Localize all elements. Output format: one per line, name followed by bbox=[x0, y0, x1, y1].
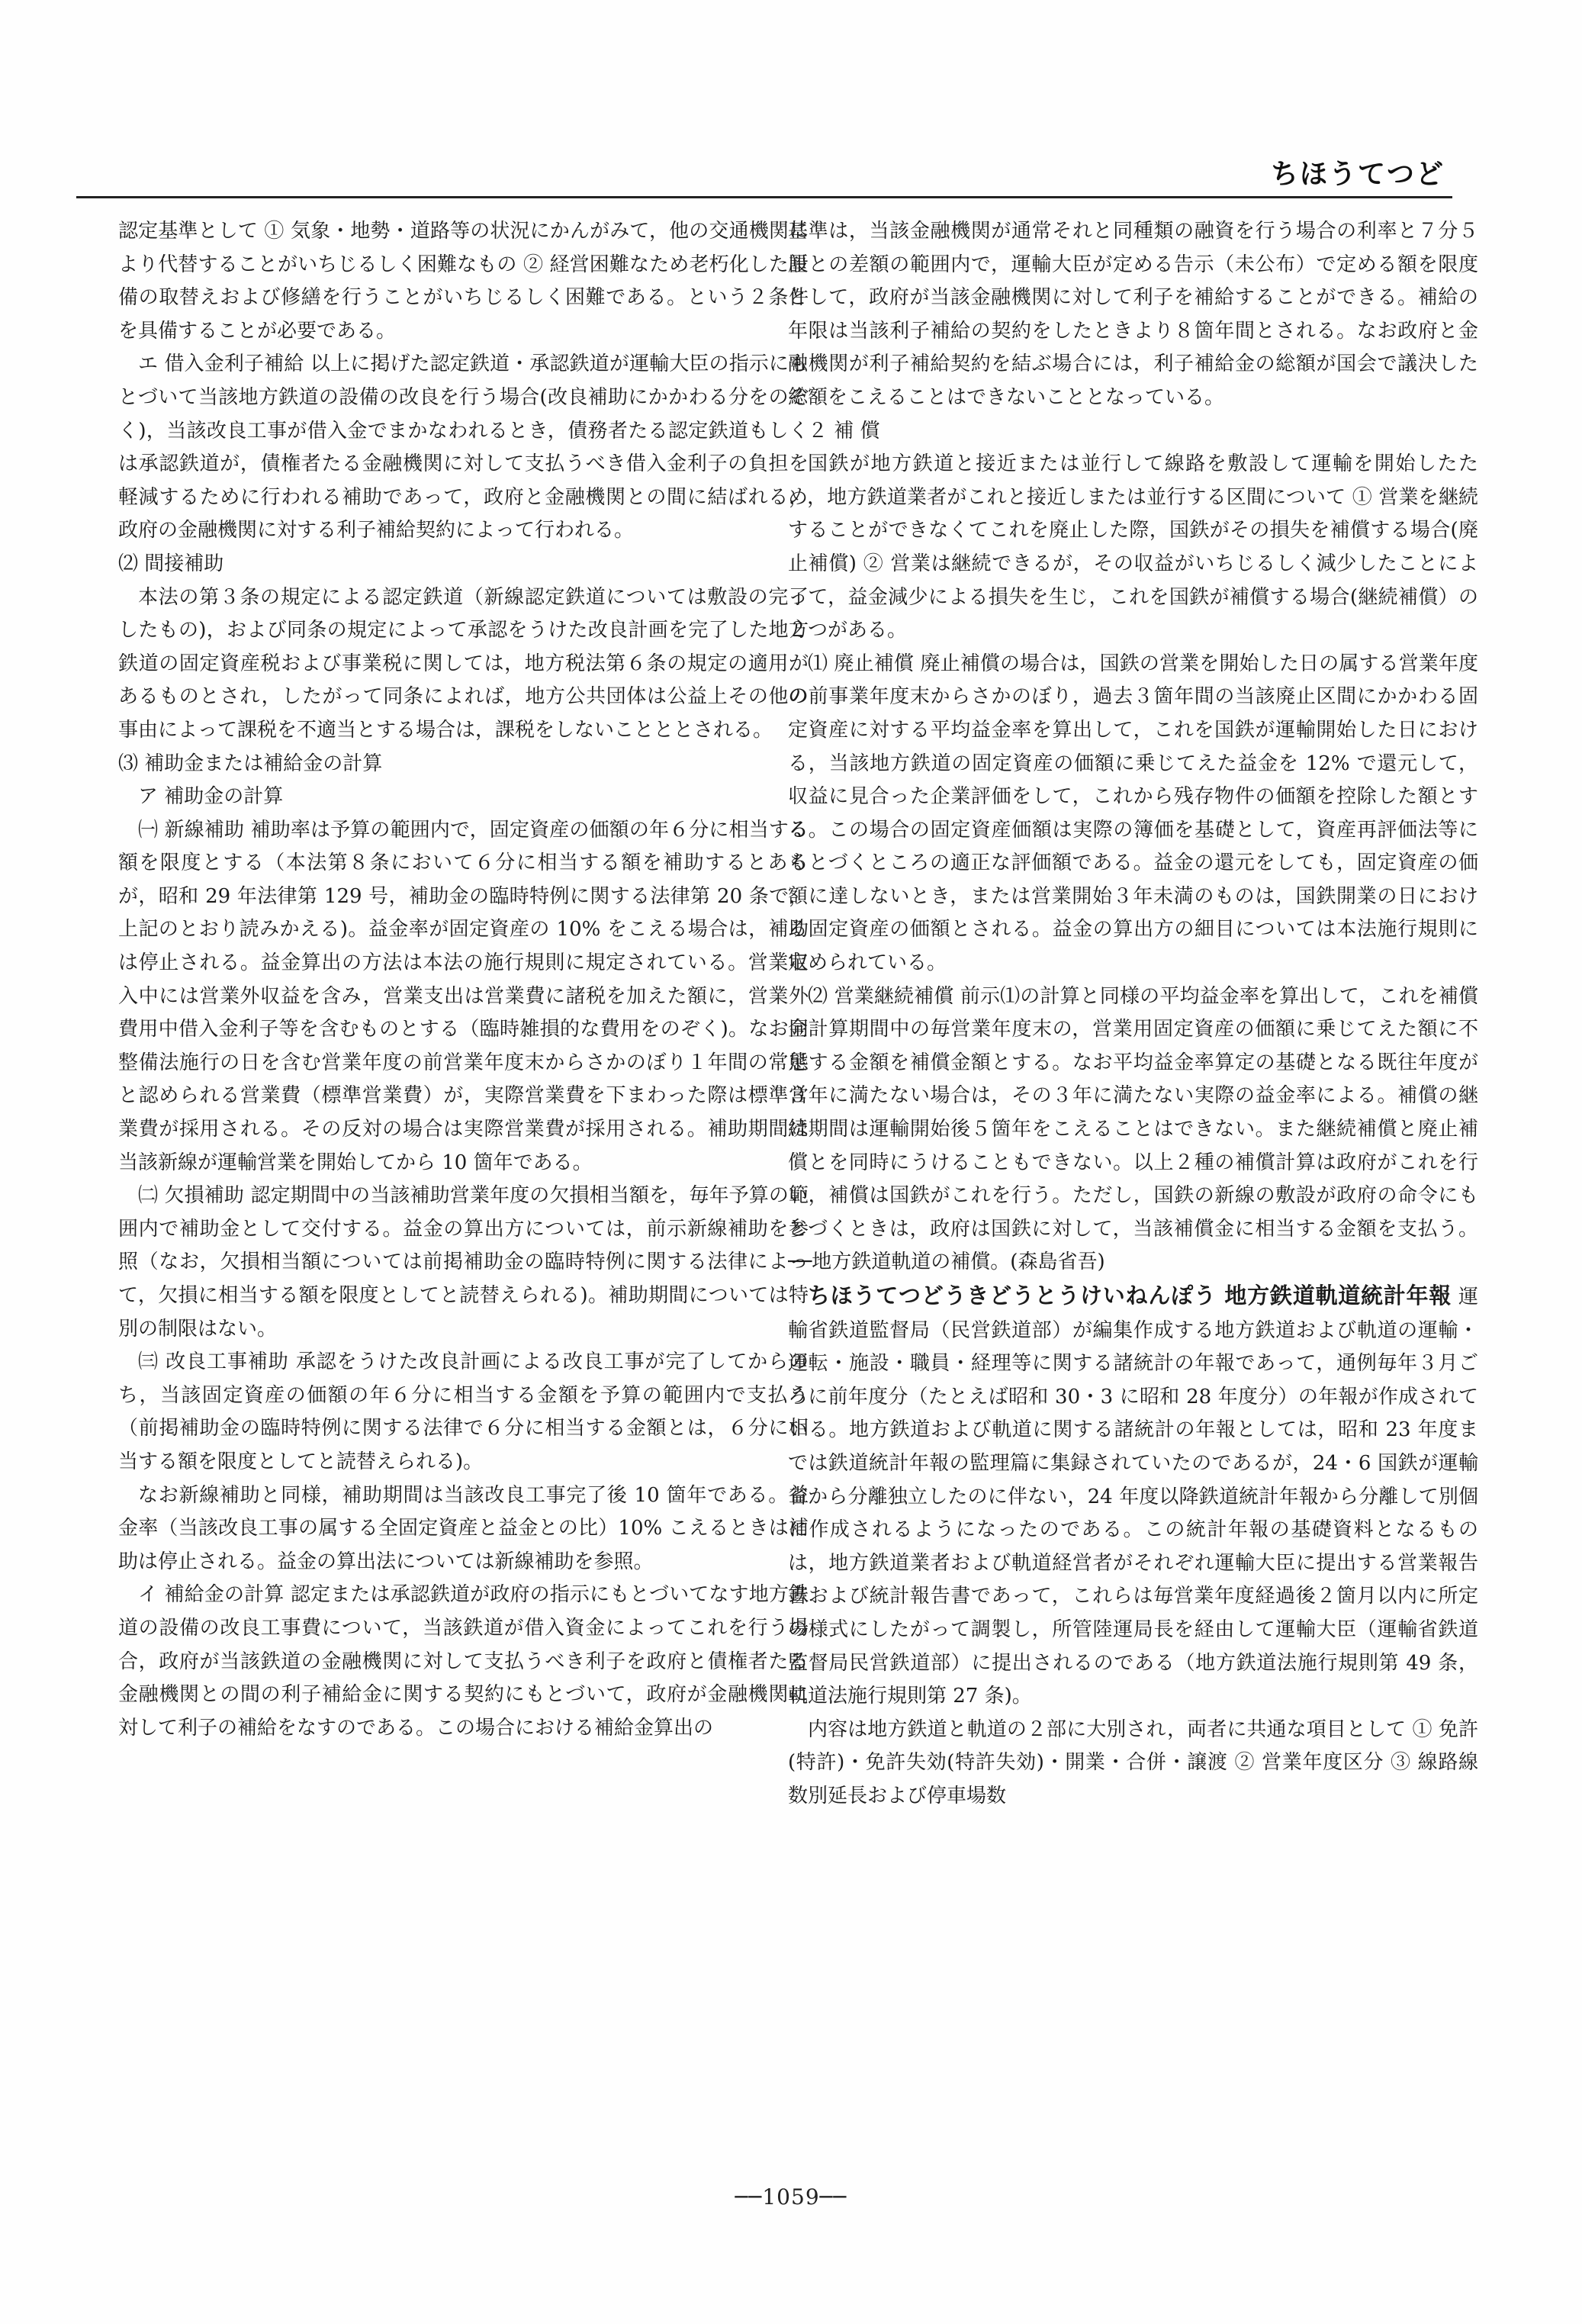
section-heading: ⑵ 間接補助 bbox=[118, 552, 224, 575]
section-heading: ア 補助金の計算 bbox=[138, 785, 284, 809]
left-column bbox=[118, 215, 809, 2168]
section-heading: ⑶ 補助金または補給金の計算 bbox=[118, 752, 383, 775]
body-paragraph: イ 補給金の計算 認定または承認鉄道が政府の指示にもとづいてなす地方鉄道の設備の改良工事費について，当該鉄道が借入資金によってこれを行う場合，政府が当該鉄道の金融機関に対して支払うべき利子を政府と債権者たる金融機関との間の利子補給金に関する契約にもとづいて，政府が金融機関に対して利子の補給をなすのである。この場合における補給金算出の bbox=[118, 1583, 809, 1740]
entry-headword: ちほうてつどうきどうとうけいねんぽう 地方鉄道軌道統計年報 bbox=[808, 1283, 1452, 1308]
dictionary-entry bbox=[788, 1279, 1478, 1714]
entry-body: 運輸省鉄道監督局（民営鉄道部）が編集作成する地方鉄道および軌道の運輸・運転・施設・職員・経理等に関する諸統計の年報であって，通例毎年３月ごろに前年度分（たとえば昭和 30・3 に昭和 28 年度分）の年報が作成されている。地方鉄道および軌道に関する諸統計の年報としては，昭和 23 年度までは鉄道統計年報の監理篇に集録されていたのであるが，24・6 国鉄が運輸省から分離独立したのに伴ない，24 年度以降鉄道統計年報から分離して別個に作成されるようになったのである。この統計年報の基礎資料となるものは，地方鉄道業者および軌道経営者がそれぞれ運輸大臣に提出する営業報告書および統計報告書であって，これらは毎営業年度経過後２箇月以内に所定の様式にしたがって調製し，所管陸運局長を経由して運輸大臣（運輸省鉄道監督局民営鉄道部）に提出されるのである（地方鉄道法施行規則第 49 条，軌道法施行規則第 27 条)。 bbox=[788, 1286, 1478, 1708]
right-column bbox=[788, 215, 1478, 2168]
header-rule bbox=[76, 196, 1452, 198]
body-paragraph: なお新線補助と同様，補助期間は当該改良工事完了後 10 箇年である。益金率（当該改良工事の属する全固定資産と益金との比）10% こえるときは補助は停止される。益金の算出法については新線補助を参照。 bbox=[118, 1483, 809, 1573]
body-paragraph: エ 借入金利子補給 以上に掲げた認定鉄道・承認鉄道が運輸大臣の指示にもとづいて当該地方鉄道の設備の改良を行う場合(改良補助にかかわる分をのぞく)，当該改良工事が借入金でまかなわれるとき，債務者たる認定鉄道もしくは承認鉄道が，債権者たる金融機関に対して支払うべき借入金利子の負担を軽減するために行われる補助であって，政府と金融機関との間に結ばれる，政府の金融機関に対する利子補給契約によって行われる。 bbox=[118, 352, 809, 542]
body-paragraph: ⑴ 廃止補償 廃止補償の場合は，国鉄の営業を開始した日の属する営業年度の前事業年度末からさかのぼり，過去３箇年間の当該廃止区間にかかわる固定資産に対する平均益金率を算出して，これを国鉄が運輸開始した日における，当該地方鉄道の固定資産の価額に乗じてえた益金を 12% で還元して，収益に見合った企業評価をして，これから残存物件の価額を控除した額とする。この場合の固定資産価額は実際の簿価を基礎として，資産再評価法等にもとづくところの適正な評価額である。益金の還元をしても，固定資産の価額に達しないとき，または営業開始３年未満のものは，国鉄開業の日における固定資産の価額とされる。益金の算出方の細目については本法施行規則に定められている。 bbox=[788, 652, 1478, 975]
body-paragraph: ㈠ 新線補助 補助率は予算の範囲内で，固定資産の価額の年６分に相当する額を限度とする（本法第８条において６分に相当する額を補助するとあるが，昭和 29 年法律第 129 号，補助金の臨時特例に関する法律第 20 条で，上記のとおり読みかえる)。益金率が固定資産の 10% をこえる場合は，補助は停止される。益金算出の方法は本法の施行規則に規定されている。営業収入中には営業外収益を含み，営業支出は営業費に諸税を加えた額に，営業外費用中借入金利子等を含むものとする（臨時雑損的な費用をのぞく)。なお同整備法施行の日を含む営業年度の前営業年度末からさかのぼり１年間の常態と認められる営業費（標準営業費）が，実際営業費を下まわった際は標準営業費が採用される。その反対の場合は実際営業費が採用される。補助期間は当該新線が運輸営業を開始してから 10 箇年である。 bbox=[118, 818, 809, 1174]
body-paragraph: ㈡ 欠損補助 認定期間中の当該補助営業年度の欠損相当額を，毎年予算の範囲内で補助金として交付する。益金の算出方については，前示新線補助を参照（なお，欠損相当額については前掲補助金の臨時特例に関する法律によって，欠損に相当する額を限度としてと読替えられる)。補助期間については特別の制限はない。 bbox=[118, 1184, 809, 1341]
body-paragraph: 国鉄が地方鉄道と接近または並行して線路を敷設して運輸を開始したため，地方鉄道業者がこれと接近しまたは並行する区間について ① 営業を継続することができなくてこれを廃止した際，国鉄がその損失を補償する場合(廃止補償) ② 営業は継続できるが，その収益がいちじるしく減少したことによって，益金減少による損失を生じ，これを国鉄が補償する場合(継続補償）の２つがある。 bbox=[788, 452, 1478, 642]
body-paragraph: 内容は地方鉄道と軌道の２部に大別され，両者に共通な項目として ① 免許(特許)・免許失効(特許失効)・開業・合併・譲渡 ② 営業年度区分 ③ 線路線数別延長および停車場数 bbox=[788, 1717, 1478, 1807]
body-paragraph: 本法の第３条の規定による認定鉄道（新線認定鉄道については敷設の完了したもの)，および同条の規定によって承認をうけた改良計画を完了した地方鉄道の固定資産税および事業税に関しては，地方税法第６条の規定の適用があるものとされ，したがって同条によれば，地方公共団体は公益上その他の事由によって課税を不適当とする場合は，課税をしないことととされる。 bbox=[118, 585, 809, 742]
body-paragraph: ⑵ 営業継続補償 前示⑴の計算と同様の平均益金率を算出して，これを補償金計算期間中の毎営業年度末の，営業用固定資産の価額に乗じてえた額に不足する金額を補償金額とする。なお平均益金率算定の基礎となる既往年度が３年に満たない場合は，その３年に満たない実際の益金率による。補償の継続期間は運輸開始後５箇年をこえることはできない。また継続補償と廃止補償とを同時にうけることもできない。以上２種の補償計算は政府がこれを行い，補償は国鉄がこれを行う。ただし，国鉄の新線の敷設が政府の命令にもとづくときは，政府は国鉄に対して，当該補償金に相当する金額を支払う。──地方鉄道軌道の補償。(森島省吾) bbox=[788, 984, 1478, 1274]
body-paragraph: ㈢ 改良工事補助 承認をうけた改良計画による改良工事が完了してからのち，当該固定資産の価額の年６分に相当する金額を予算の範囲内で支払う（前掲補助金の臨時特例に関する法律で６分に相当する金額とは，６分に相当する額を限度としてと読替えられる)。 bbox=[118, 1350, 809, 1473]
running-header: ちほうてつど bbox=[1270, 159, 1445, 190]
body-paragraph: 基準は，当該金融機関が通常それと同種類の融資を行う場合の利率と７分５厘との差額の範囲内で，運輸大臣が定める告示（未公布）で定める額を限度として，政府が当該金融機関に対して利子を補給することができる。補給の年限は当該利子補給の契約をしたときより８箇年間とされる。なお政府と金融機関が利子補給契約を結ぶ場合には，利子補給金の総額が国会で議決した総額をこえることはできないこととなっている。 bbox=[788, 220, 1478, 409]
section-heading: ２ 補 償 bbox=[808, 419, 880, 443]
body-paragraph: 認定基準として ① 気象・地勢・道路等の状況にかんがみて，他の交通機関により代替することがいちじるしく困難なもの ② 経営困難なため老朽化した設備の取替えおよび修繕を行うことがいちじるしく困難である。という２条件を具備することが必要である。 bbox=[118, 220, 809, 343]
page-number: ──1059── bbox=[735, 2184, 847, 2210]
